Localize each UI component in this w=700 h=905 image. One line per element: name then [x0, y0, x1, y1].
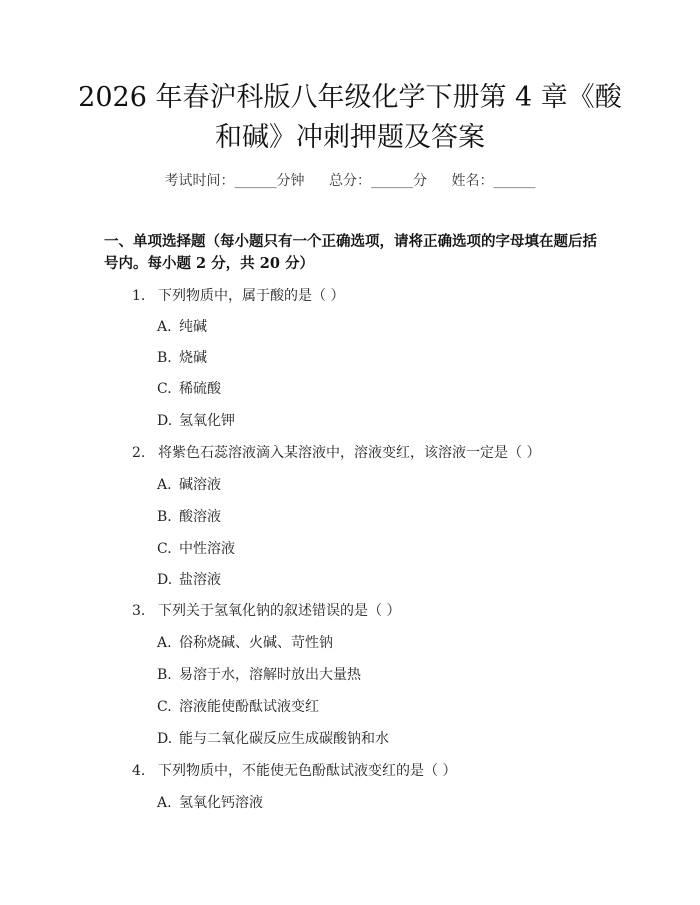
question-text: 将紫色石蕊溶液滴入某溶液中，溶液变红，该溶液一定是（ ）: [158, 445, 541, 461]
option-letter: D.: [157, 413, 173, 429]
option-letter: C.: [157, 699, 172, 715]
option-text: 中性溶液: [179, 541, 235, 557]
option: [157, 347, 207, 367]
option: [157, 538, 235, 558]
option-letter: D.: [157, 572, 173, 588]
question-number: 2.: [132, 445, 146, 461]
student-name: 姓名：______: [451, 173, 536, 189]
option-letter: A.: [157, 477, 172, 493]
question: [132, 600, 400, 620]
question-text: 下列关于氢氧化钠的叙述错误的是（ ）: [158, 603, 401, 619]
option-text: 烧碱: [179, 350, 207, 366]
question-text: 下列物质中，不能使无色酚酞试液变红的是（ ）: [158, 763, 457, 779]
option-text: 纯碱: [179, 319, 207, 335]
option-text: 碱溶液: [179, 477, 221, 493]
option-letter: C.: [157, 541, 172, 557]
option: [157, 378, 221, 398]
option-text: 易溶于水，溶解时放出大量热: [179, 667, 361, 683]
option: [157, 632, 333, 652]
option-text: 俗称烧碱、火碱、苛性钠: [179, 635, 333, 651]
question-number: 1.: [132, 288, 146, 304]
title-line-2: 和碱》冲刺押题及答案: [215, 122, 485, 153]
option-letter: A.: [157, 795, 172, 811]
question-number: 4.: [132, 763, 146, 779]
option: [157, 569, 221, 589]
option-text: 氢氧化钾: [179, 413, 235, 429]
exam-time: 考试时间：______分钟: [164, 173, 305, 189]
document-title: [60, 78, 640, 158]
option-letter: D.: [157, 731, 173, 747]
option-letter: A.: [157, 319, 172, 335]
option: [157, 728, 389, 748]
question: [132, 442, 540, 462]
question-text: 下列物质中，属于酸的是（ ）: [158, 288, 345, 304]
option: [157, 316, 207, 336]
option-letter: A.: [157, 635, 172, 651]
option-text: 氢氧化钙溶液: [179, 795, 263, 811]
exam-info: [0, 170, 700, 190]
title-line-1: 2026 年春沪科版八年级化学下册第 4 章《酸: [78, 82, 622, 113]
option: [157, 664, 361, 684]
question-number: 3.: [132, 603, 146, 619]
option: [157, 506, 221, 526]
section-heading: 一、单项选择题（每小题只有一个正确选项，请将正确选项的字母填在题后括号内。每小题 2 分，共 20 分）: [104, 233, 597, 272]
question: [132, 285, 344, 305]
question: [132, 760, 456, 780]
option-letter: B.: [157, 350, 172, 366]
option-text: 能与二氧化碳反应生成碳酸钠和水: [179, 731, 389, 747]
option-text: 溶液能使酚酞试液变红: [179, 699, 319, 715]
option-text: 盐溶液: [179, 572, 221, 588]
option-letter: C.: [157, 381, 172, 397]
option-text: 稀硫酸: [179, 381, 221, 397]
option-letter: B.: [157, 667, 172, 683]
option-text: 酸溶液: [179, 509, 221, 525]
option: [157, 696, 319, 716]
total-score: 总分：______分: [329, 173, 427, 189]
option: [157, 792, 263, 812]
option: [157, 474, 221, 494]
option-letter: B.: [157, 509, 172, 525]
option: [157, 410, 235, 430]
